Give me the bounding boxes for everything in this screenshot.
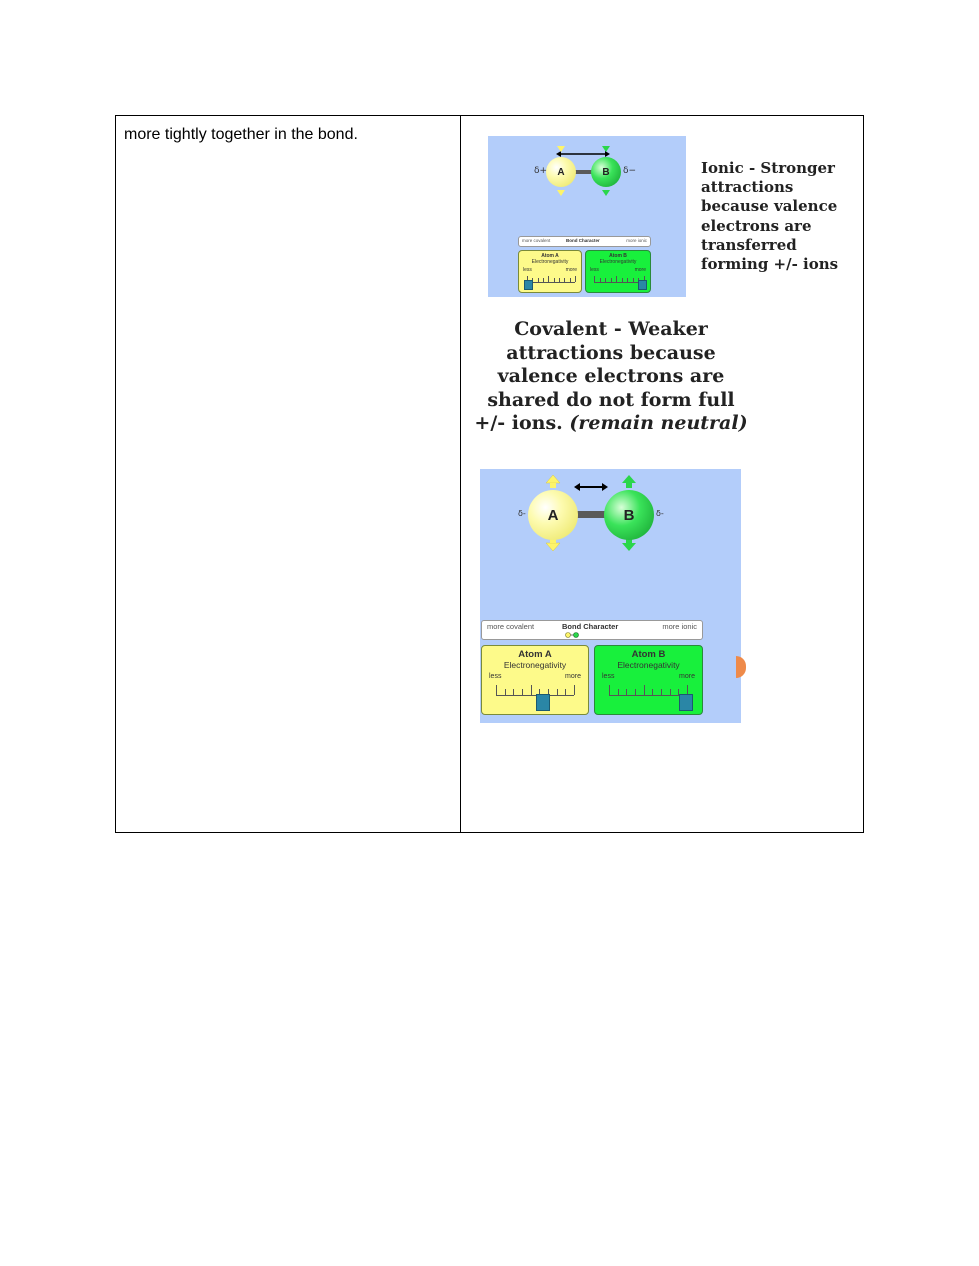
bond-character-title: Bond Character bbox=[566, 238, 600, 243]
bond-character-left: more covalent bbox=[487, 622, 535, 631]
atom-a-panel bbox=[518, 250, 582, 293]
scale-tick bbox=[627, 278, 628, 282]
scale-tick bbox=[661, 689, 662, 695]
bond-character-bar bbox=[481, 620, 703, 640]
scale-tick bbox=[611, 278, 612, 282]
scale-tick bbox=[633, 278, 634, 282]
scale-tick bbox=[609, 685, 610, 695]
atom-b-more: more bbox=[634, 267, 646, 273]
left-cell-text: more tightly together in the bond. bbox=[124, 126, 358, 143]
atom-a-subtitle: Electronegativity bbox=[531, 259, 569, 265]
scale-tick bbox=[505, 689, 506, 695]
bond-line bbox=[574, 511, 608, 518]
scale-tick bbox=[594, 276, 595, 282]
bond-character-right: more ionic bbox=[626, 238, 647, 243]
bond-character-indicator bbox=[565, 631, 581, 639]
atom-b-more: more bbox=[679, 673, 695, 680]
scale-tick bbox=[564, 278, 565, 282]
atom-a-panel bbox=[481, 645, 589, 715]
orange-marker bbox=[736, 656, 746, 678]
atom-b: B bbox=[591, 157, 621, 187]
ionic-caption-prefix: Ionic bbox=[701, 159, 744, 177]
column-divider bbox=[460, 116, 461, 832]
atom-b-slider-thumb[interactable] bbox=[638, 280, 647, 290]
scale-tick bbox=[652, 689, 653, 695]
scale-tick bbox=[575, 276, 576, 282]
delta-a: δ- bbox=[518, 509, 526, 518]
scale-tick bbox=[513, 689, 514, 695]
scale-tick bbox=[548, 276, 549, 282]
atom-b-less: less bbox=[602, 673, 615, 680]
atom-a-scale bbox=[496, 686, 574, 696]
atom-a-title: Atom A bbox=[541, 253, 559, 259]
delta-b: δ− bbox=[623, 166, 637, 176]
scale-tick bbox=[543, 278, 544, 282]
covalent-caption bbox=[471, 318, 751, 436]
scale-tick bbox=[622, 278, 623, 282]
ionic-simulation-image bbox=[488, 136, 686, 297]
covalent-caption-main: Covalent - Weaker attractions because valence electrons are shared do not form full +/- ions. bbox=[474, 318, 735, 434]
atom-a: A bbox=[528, 490, 578, 540]
atom-a-scale bbox=[527, 277, 575, 283]
atom-a-more: more bbox=[565, 267, 577, 273]
scale-tick bbox=[605, 278, 606, 282]
scale-tick bbox=[635, 689, 636, 695]
atom-a-subtitle: Electronegativity bbox=[503, 660, 567, 670]
scale-tick bbox=[531, 685, 532, 695]
scale-tick bbox=[559, 278, 560, 282]
atom-b-title: Atom B bbox=[609, 253, 627, 259]
atom-b-panel bbox=[585, 250, 651, 293]
bond-character-right: more ionic bbox=[662, 622, 697, 631]
document-table bbox=[115, 115, 864, 833]
scale-tick bbox=[670, 689, 671, 695]
atom-a: A bbox=[546, 157, 576, 187]
atom-b-subtitle: Electronegativity bbox=[599, 259, 637, 265]
scale-tick bbox=[616, 276, 617, 282]
scale-tick bbox=[600, 278, 601, 282]
ionic-caption bbox=[701, 159, 851, 274]
scale-tick bbox=[496, 685, 497, 695]
atom-b-less: less bbox=[590, 267, 599, 273]
scale-tick bbox=[626, 689, 627, 695]
atom-a-title: Atom A bbox=[518, 649, 552, 660]
bond-character-left: more covalent bbox=[522, 238, 551, 243]
scale-tick bbox=[522, 689, 523, 695]
atom-a-slider-thumb[interactable] bbox=[524, 280, 533, 290]
atom-b-title: Atom B bbox=[631, 649, 666, 660]
scale-tick bbox=[554, 278, 555, 282]
atom-b-scale bbox=[609, 686, 687, 696]
bond-character-title: Bond Character bbox=[562, 622, 619, 631]
atom-b: B bbox=[604, 490, 654, 540]
covalent-simulation-image bbox=[480, 469, 741, 723]
scale-tick bbox=[570, 278, 571, 282]
atom-a-more: more bbox=[565, 673, 581, 680]
atom-b-subtitle: Electronegativity bbox=[617, 660, 680, 670]
atom-a-less: less bbox=[489, 673, 502, 680]
bond-character-bar bbox=[518, 236, 651, 247]
scale-tick bbox=[574, 685, 575, 695]
atom-a-less: less bbox=[523, 267, 532, 273]
scale-tick bbox=[538, 278, 539, 282]
atom-a-slider-thumb[interactable] bbox=[536, 694, 550, 711]
scale-tick bbox=[557, 689, 558, 695]
scale-tick bbox=[644, 685, 645, 695]
atom-b-slider-thumb[interactable] bbox=[679, 694, 693, 711]
delta-b: δ- bbox=[656, 509, 664, 518]
atom-b-scale bbox=[594, 277, 644, 283]
scale-tick bbox=[565, 689, 566, 695]
ionic-caption-rest: - Stronger attractions because valence electrons are transferred forming +/- ions bbox=[701, 159, 839, 274]
covalent-caption-emphasis: (remain neutral) bbox=[569, 412, 748, 434]
delta-a: δ+ bbox=[534, 166, 548, 176]
atom-b-panel bbox=[594, 645, 703, 715]
scale-tick bbox=[618, 689, 619, 695]
